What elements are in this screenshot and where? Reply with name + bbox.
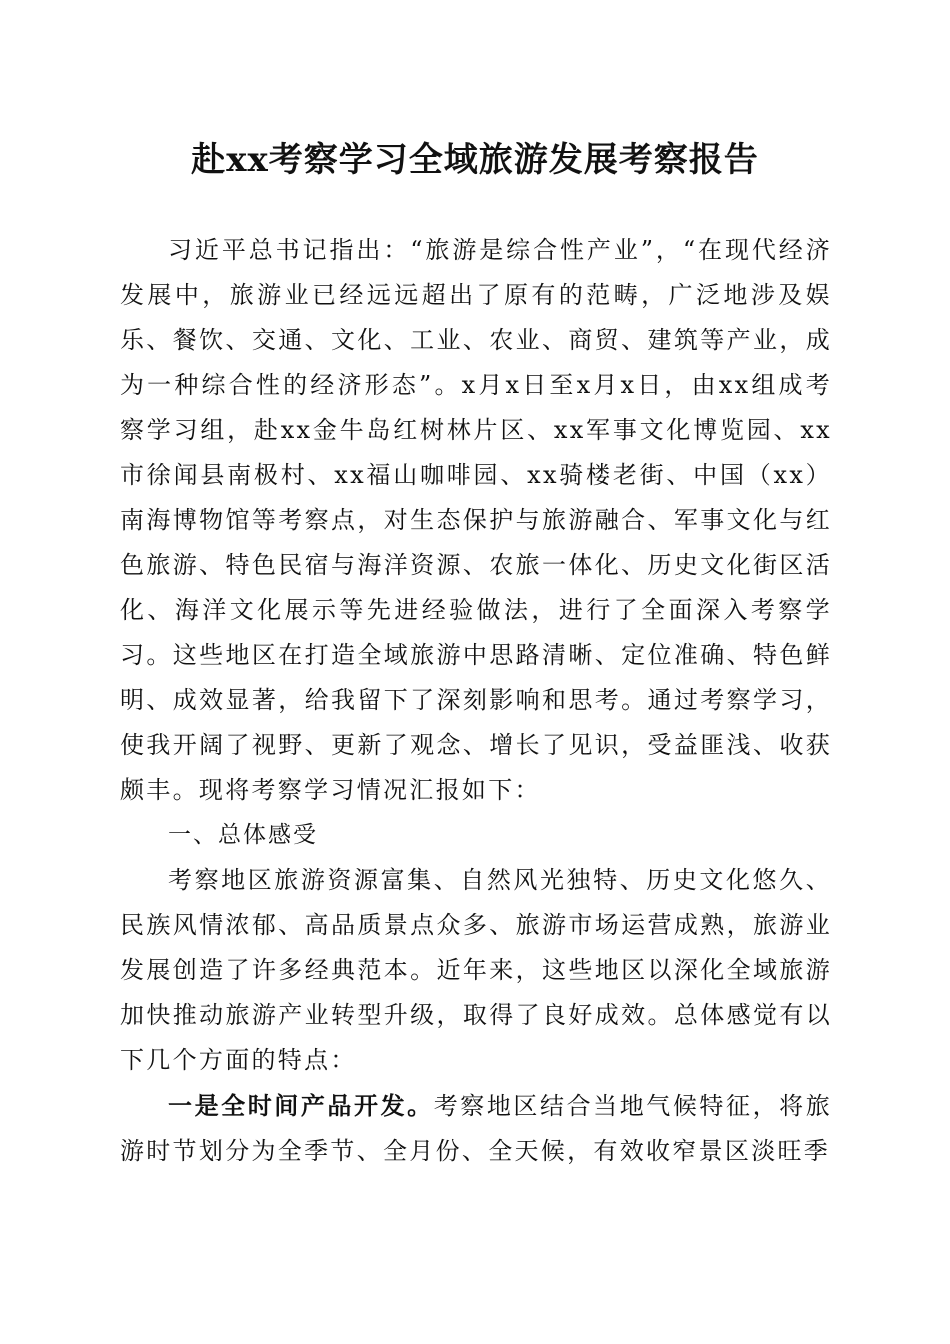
section-1-paragraph: 考察地区旅游资源富集、自然风光独特、历史文化悠久、民族风情浓郁、高品质景点众多、旅游市场运营成熟，旅游业发展创造了许多经典范本。近年来，这些地区以深化全域旅游加快推动旅游产业转型升级，取得了良好成效。总体感觉有以下几个方面的特点：	[120, 866, 832, 1074]
document-body	[120, 228, 832, 1174]
point-1-paragraph	[120, 1083, 832, 1174]
point-1-lead: 一是全时间产品开发。	[168, 1091, 434, 1120]
document-title: 赴xx考察学习全域旅游发展考察报告	[191, 140, 759, 180]
section-1-heading: 一、总体感受	[168, 822, 318, 848]
intro-paragraph: 习近平总书记指出：“旅游是综合性产业”，“在现代经济发展中，旅游业已经远远超出了原有的范畴，广泛地涉及娱乐、餐饮、交通、文化、工业、农业、商贸、建筑等产业，成为一种综合性的经济形态”。x月x日至x月x日，由xx组成考察学习组，赴xx金牛岛红树林片区、xx军事文化博览园、xx市徐闻县南极村、xx福山咖啡园、xx骑楼老街、中国（xx）南海博物馆等考察点，对生态保护与旅游融合、军事文化与红色旅游、特色民宿与海洋资源、农旅一体化、历史文化街区活化、海洋文化展示等先进经验做法，进行了全面深入考察学习。这些地区在打造全域旅游中思路清晰、定位准确、特色鲜明、成效显著，给我留下了深刻影响和思考。通过考察学习，使我开阔了视野、更新了观念、增长了见识，受益匪浅、收获颇丰。现将考察学习情况汇报如下：	[120, 236, 832, 804]
point-1-text: 考察地区结合当地气候特征，将旅游时节划分为全季节、全月份、全天候，有效收窄景区淡旺季	[120, 1092, 833, 1165]
